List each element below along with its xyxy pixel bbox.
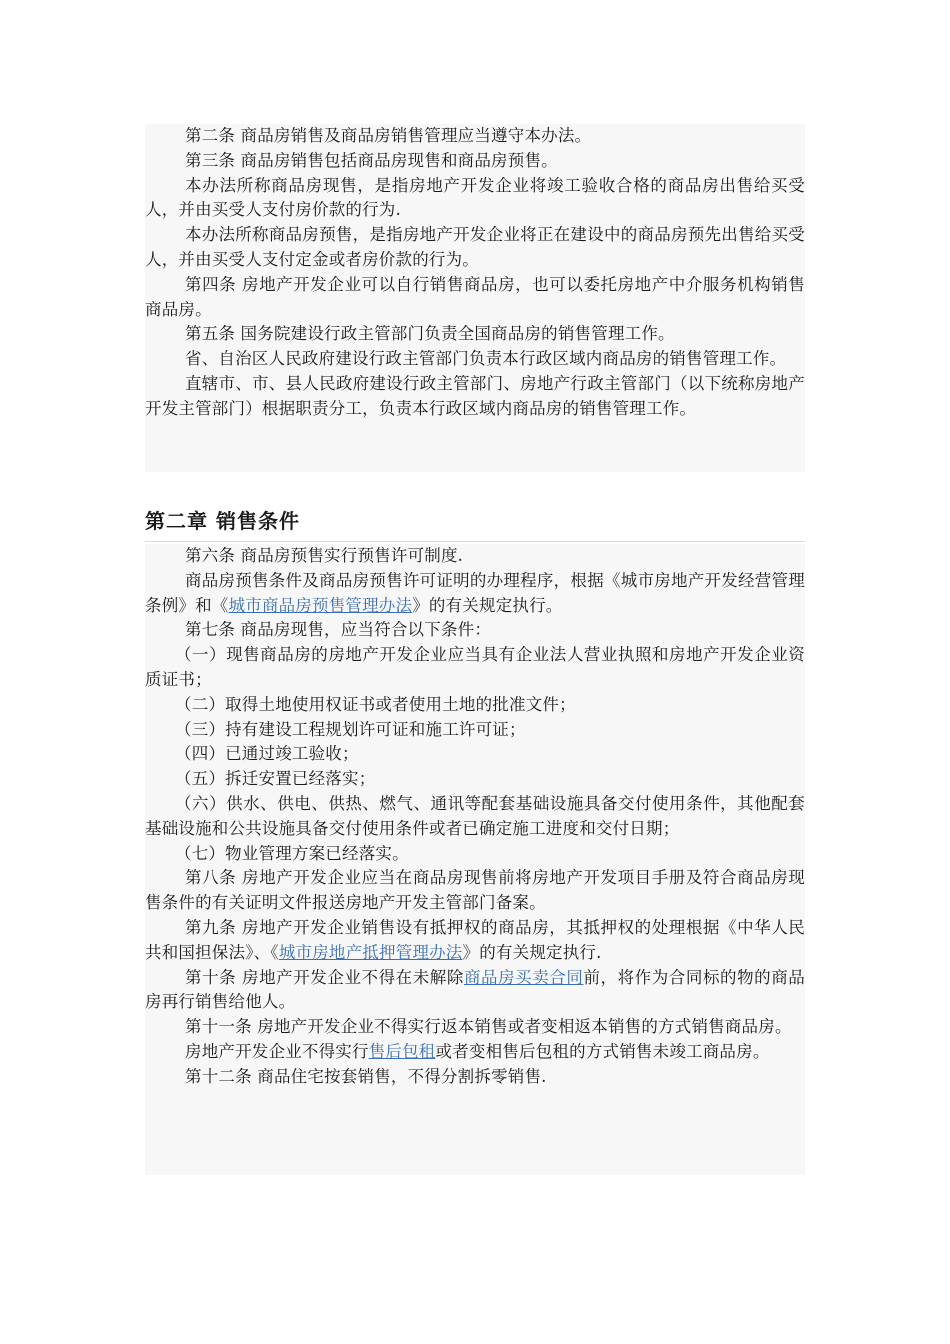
condition-1: （一）现售商品房的房地产开发企业应当具有企业法人营业执照和房地产开发企业资质证书； [145,645,805,689]
link-leaseback[interactable]: 售后包租 [368,1041,436,1061]
condition-5: （五）拆迁安置已经落实； [175,769,376,789]
article-10 [145,966,805,1016]
article-12: 第十二条 商品住宅按套销售，不得分割拆零销售. [185,1066,547,1086]
article-5-provincial: 省、自治区人民政府建设行政主管部门负责本行政区域内商品房的销售管理工作。 [185,349,787,369]
condition-7: （七）物业管理方案已经落实。 [175,843,409,863]
condition-4: （四）已通过竣工验收； [175,744,359,764]
article-11-text-a: 房地产开发企业不得实行 [185,1041,369,1061]
article-3-spot-sale-definition: 本办法所称商品房现售，是指房地产开发企业将竣工验收合格的商品房出售给买受人，并由买受人支付房价款的行为. [145,175,805,220]
article-10-text-b: 前，将作为合同标的物的商品房再行销售给他人。 [145,967,805,1012]
article-3: 第三条 商品房销售包括商品房现售和商品房预售。 [185,150,558,170]
link-presale-management-measures[interactable]: 城市商品房预售管理办法 [228,595,413,615]
article-10-text-a: 第十条 房地产开发企业不得在未解除 [185,967,464,987]
article-3-presale-definition: 本办法所称商品房预售，是指房地产开发企业将正在建设中的商品房预先出售给买受人，并由买受人支付定金或者房价款的行为。 [145,225,805,269]
article-11-leaseback [145,1040,805,1065]
article-9-text-a: 第九条 房地产开发企业销售设有抵押权的商品房，其抵押权的处理根据《中华人民共和国担保法》、《 [145,917,805,962]
link-sales-contract[interactable]: 商品房买卖合同 [463,967,584,987]
article-7: 第七条 商品房现售，应当符合以下条件： [185,620,492,640]
article-5-municipal: 直辖市、市、县人民政府建设行政主管部门、房地产行政主管部门（以下统称房地产开发主管部门）根据职责分工，负责本行政区域内商品房的销售管理工作。 [145,373,805,418]
condition-2: （二）取得土地使用权证书或者使用土地的批准文件； [175,694,576,714]
article-5: 第五条 国务院建设行政主管部门负责全国商品房的销售管理工作。 [185,324,675,344]
heading-divider [145,541,805,542]
article-6-text-b: 》的有关规定执行。 [412,595,563,615]
article-4: 第四条 房地产开发企业可以自行销售商品房，也可以委托房地产中介服务机构销售商品房。 [145,274,805,319]
chapter-heading: 第二章 销售条件 [145,509,300,533]
article-11-text-b: 或者变相售后包租的方式销售未竣工商品房。 [435,1041,770,1061]
article-9-text-b: 》的有关规定执行. [462,942,602,962]
condition-6: （六）供水、供电、供热、燃气、通讯等配套基础设施具备交付使用条件，其他配套基础设施和公共设施具备交付使用条件或者已确定施工进度和交付日期； [145,793,805,838]
article-6-presale-procedure [145,569,805,619]
article-9 [145,916,805,966]
article-11: 第十一条 房地产开发企业不得实行返本销售或者变相返本销售的方式销售商品房。 [185,1017,792,1037]
condition-3: （三）持有建设工程规划许可证和施工许可证； [175,719,526,739]
article-8: 第八条 房地产开发企业应当在商品房现售前将房地产开发项目手册及符合商品房现售条件的有关证明文件报送房地产开发主管部门备案。 [145,868,805,913]
content-block-general-provisions [145,124,805,472]
article-6: 第六条 商品房预售实行预售许可制度. [185,546,464,565]
article-2: 第二条 商品房销售及商品房销售管理应当遵守本办法。 [185,126,592,145]
content-block-sale-conditions [145,544,805,1175]
link-mortgage-management-measures[interactable]: 城市房地产抵押管理办法 [278,942,463,962]
article-6-text-a: 商品房预售条件及商品房预售许可证明的办理程序，根据《城市房地产开发经营管理条例》和《 [145,570,805,615]
